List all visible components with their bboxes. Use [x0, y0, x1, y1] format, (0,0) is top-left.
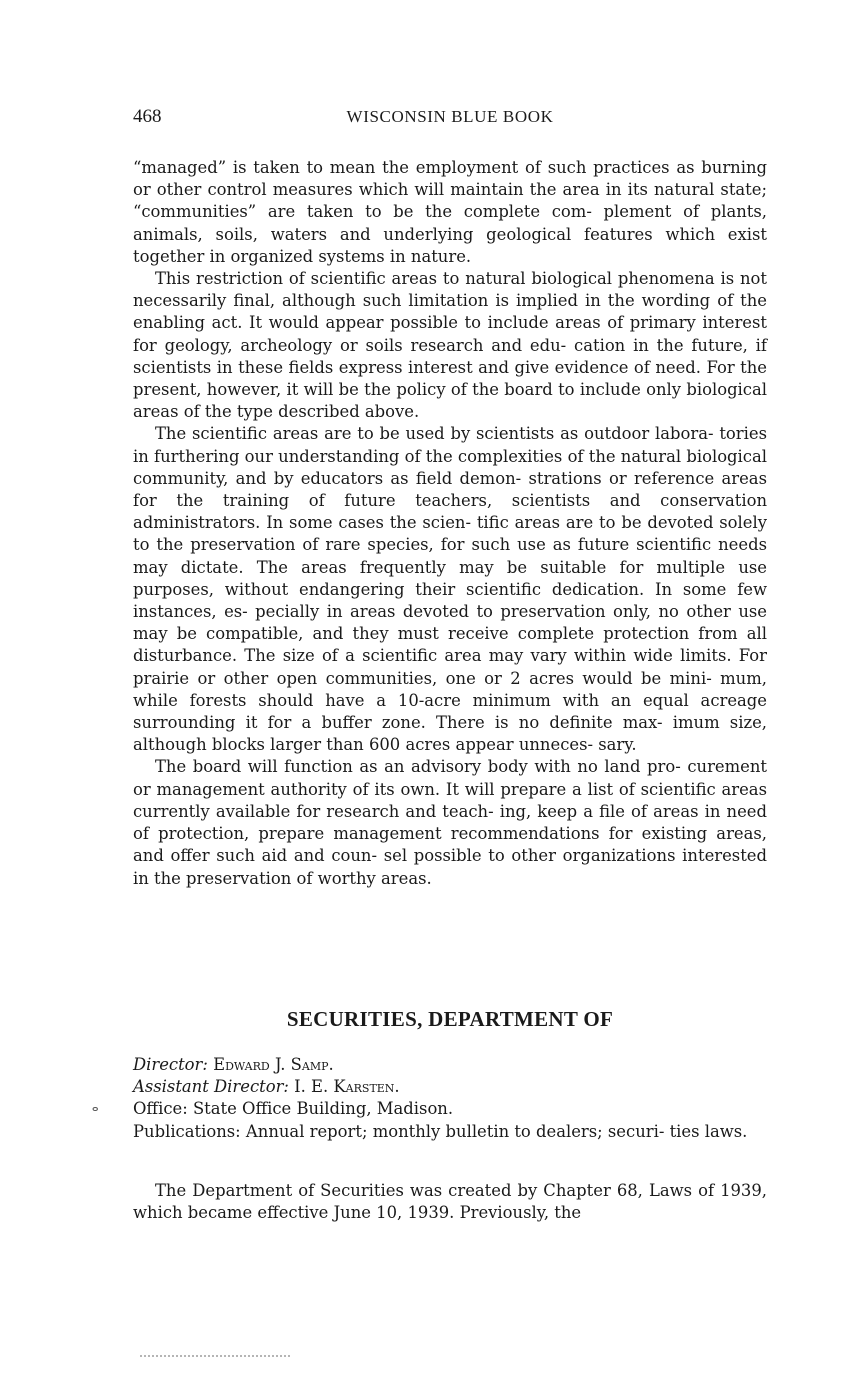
office-label: Office: — [133, 1099, 188, 1119]
closing-text — [133, 1180, 767, 1224]
stray-mark: ⴰ — [92, 1103, 99, 1114]
paragraph-usage: The scientific areas are to be used by scientists as outdoor labora- tories in furthering our understanding of the complexities of the natural biological community, and by educators as field demon- strations or reference areas for the training of future teachers, scientists and conservation administrators. In some cases the scien- tific areas are to be devoted solely to the preservation of rare species, for such use as future scientific needs may dictate. The areas frequently may be suitable for multiple use purposes, without endangering their scientific dedication. In some few instances, es- pecially in areas devoted to preservation only, no other use may be compatible, and they must receive complete protection from all disturbance. The size of a scientific area may vary within wide limits. For prairie or other open communities, one or 2 acres would be mini- mum, while forests should have a 10-acre minimum with an equal acreage surrounding it for a buffer zone. There is no definite max- imum size, although blocks larger than 600 acres appear unneces- sary. — [133, 424, 767, 755]
scan-smudge — [140, 1355, 290, 1360]
page-number: 468 — [133, 106, 162, 127]
department-directory — [133, 1054, 767, 1143]
director-line — [133, 1054, 767, 1076]
paragraph-restriction: This restriction of scientific areas to natural biological phenomena is not necessarily final, although such limitation is implied in the wording of the enabling act. It would appear possible to include areas of primary interest for geology, archeology or soils research and edu- cation in the future, if scientists in these fields express interest and give evidence of need. For the present, however, it will be the policy of the board to include only biological areas of the type described above. — [133, 269, 767, 422]
paragraph-board-function: The board will function as an advisory body with no land pro- curement or management authority of its own. It will prepare a list of scientific areas currently available for research and teach- ing, keep a file of areas in need of protection, prepare management recommendations for existing areas, and offer such aid and coun- sel possible to other organizations interested in the preservation of worthy areas. — [133, 757, 767, 888]
publications-label: Publications: — [133, 1121, 241, 1141]
assistant-director-line — [133, 1076, 767, 1098]
publications-line — [133, 1121, 767, 1143]
office-value: State Office Building, Madison. — [192, 1099, 454, 1119]
body-text — [133, 157, 767, 890]
paragraph-securities-history: The Department of Securities was created by Chapter 68, Laws of 1939, which became effective June 10, 1939. Previously, the — [133, 1181, 767, 1223]
paragraph-continuation: “managed” is taken to mean the employment of such practices as burning or other control measures which will maintain the area in its natural state; “communities” are taken to be the complete com- plement of plants, animals, soils, waters and underlying geological features which exist together in organized systems in nature. — [133, 158, 767, 266]
director-label: Director: — [133, 1055, 208, 1074]
running-title: WISCONSIN BLUE BOOK — [346, 107, 554, 126]
office-line — [133, 1098, 767, 1120]
assistant-director-name: I. E. Karsten. — [294, 1077, 400, 1097]
director-name: Edward J. Samp. — [213, 1055, 334, 1074]
publications-value: Annual report; monthly bulletin to dealers; securi- ties laws. — [245, 1121, 748, 1141]
assistant-director-label: Assistant Director: — [133, 1077, 289, 1097]
page-header — [133, 106, 767, 130]
section-heading: SECURITIES, DEPARTMENT OF — [286, 1007, 614, 1031]
